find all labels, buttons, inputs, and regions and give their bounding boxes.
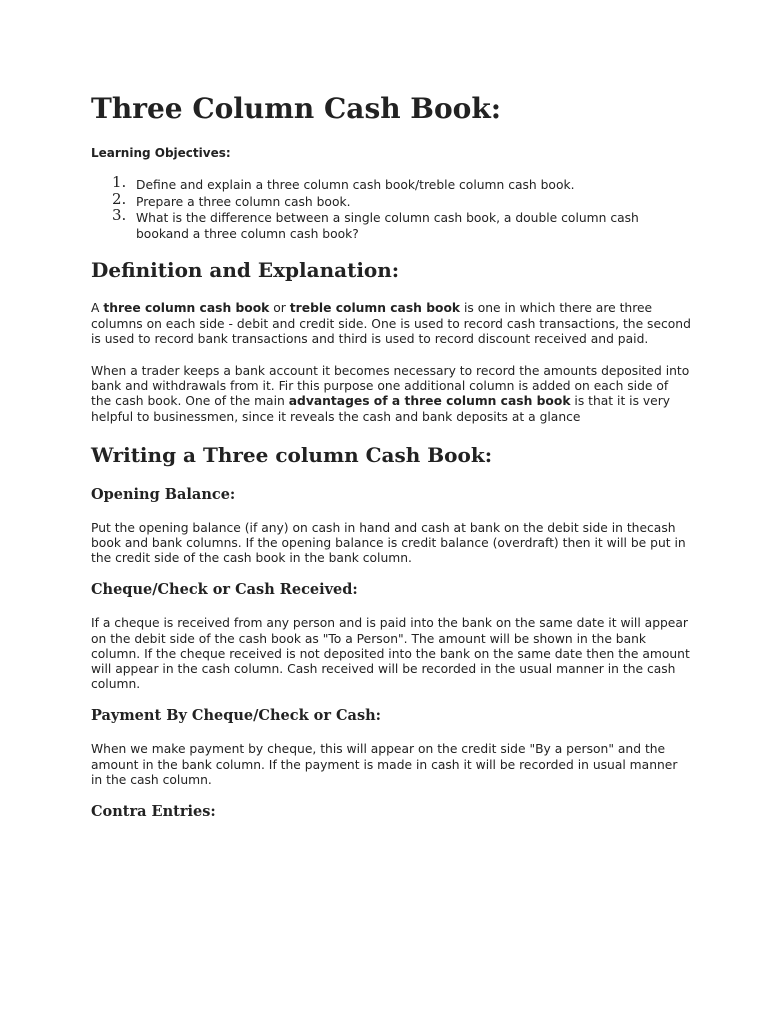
bold-term: three column cash book bbox=[103, 301, 270, 316]
list-number: 3. bbox=[112, 206, 127, 225]
opening-balance-heading: Opening Balance: bbox=[91, 485, 236, 503]
contra-entries-heading: Contra Entries: bbox=[91, 802, 216, 820]
list-item-text: Define and explain a three column cash book/treble column cash book. bbox=[136, 178, 575, 192]
bold-term: treble column cash book bbox=[289, 301, 461, 316]
objectives-list bbox=[91, 173, 691, 242]
payment-text: When we make payment by cheque, this will appear on the credit side "By a person" and the amount in the bank column. If the payment is made in cash it will be recorded in usual manner in the cash column. bbox=[91, 742, 678, 787]
list-item-text: What is the difference between a single column cash book, a double column cash bookand a three column cash book? bbox=[136, 211, 639, 241]
writing-heading: Writing a Three column Cash Book: bbox=[91, 442, 493, 467]
list-number: 2. bbox=[112, 189, 127, 208]
definition-paragraph-1: A three column cash book or treble column cash book is one in which there are three columns on each side - debit and credit side. One is used to record cash transactions, the second is used to record bank transactions and third is used to record discount received and paid. bbox=[91, 301, 691, 346]
list-item bbox=[91, 206, 691, 241]
definition-heading: Definition and Explanation: bbox=[91, 258, 400, 283]
learning-objectives-label: Learning Objectives: bbox=[91, 146, 231, 160]
list-item bbox=[91, 189, 691, 210]
cheque-received-heading: Cheque/Check or Cash Received: bbox=[91, 581, 358, 599]
list-item-text: Prepare a three column cash book. bbox=[136, 194, 351, 209]
opening-balance-text: Put the opening balance (if any) on cash in hand and cash at bank on the debit side in thecash book and bank columns. If the opening balance is credit balance (overdraft) then it will be put in the credit side of the cash book in the bank column. bbox=[91, 520, 686, 566]
definition-paragraph-2: When a trader keeps a bank account it becomes necessary to record the amounts deposited into bank and withdrawals from it. Fir this purpose one additional column is added on each side of the cash book. One of the main advantages of a three column cash book is that it is very helpful to businessmen, since it reveals the cash and bank deposits at a glance bbox=[91, 363, 690, 424]
list-number: 1. bbox=[112, 173, 127, 191]
bold-term: advantages of a three column cash book bbox=[288, 394, 571, 409]
list-item bbox=[91, 173, 691, 193]
cheque-received-text: If a cheque is received from any person and is paid into the bank on the same date it will appear on the debit side of the cash book as "To a Person". The amount will be shown in the bank column. If the cheque received is not deposited into the bank on the same date then the amount will appear in the cash column. Cash received will be recorded in the usual manner in the cash column. bbox=[91, 616, 690, 692]
payment-heading: Payment By Cheque/Check or Cash: bbox=[91, 707, 382, 725]
document-content bbox=[91, 92, 691, 822]
page-title: Three Column Cash Book: bbox=[91, 92, 502, 125]
